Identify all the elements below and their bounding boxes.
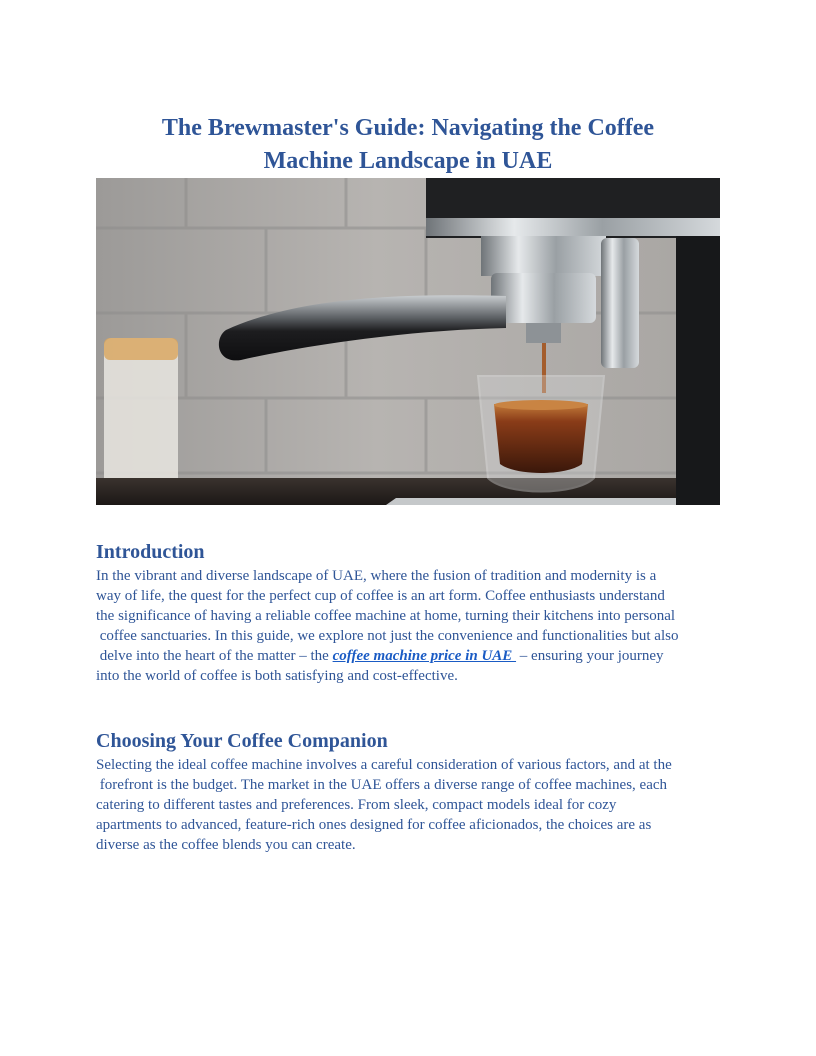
choosing-paragraph-line: apartments to advanced, feature-rich ones designed for coffee aficionados, the choices are as <box>96 817 652 833</box>
page-title-line-2: Machine Landscape in UAE <box>263 148 553 174</box>
introduction-paragraph-line: coffee sanctuaries. In this guide, we explore not just the convenience and functionalities but also <box>96 628 679 644</box>
page-title <box>96 112 720 178</box>
choosing-paragraph-line: catering to different tastes and preferences. From sleek, compact models ideal for cozy <box>96 797 617 813</box>
introduction-text-before-link: delve into the heart of the matter – the <box>96 648 333 664</box>
introduction-paragraph-line: the significance of having a reliable coffee machine at home, turning their kitchens into personal <box>96 608 676 624</box>
page-title-line-1: The Brewmaster's Guide: Navigating the Coffee <box>161 115 655 141</box>
choosing-paragraph-line: forefront is the budget. The market in the UAE offers a diverse range of coffee machines, each <box>96 777 668 793</box>
hero-image <box>96 178 720 505</box>
introduction-paragraph-line <box>96 646 664 666</box>
introduction-paragraph-line: In the vibrant and diverse landscape of UAE, where the fusion of tradition and modernity is a <box>96 568 657 584</box>
introduction-text-after-link: – ensuring your journey <box>516 648 664 664</box>
choosing-heading: Choosing Your Coffee Companion <box>96 730 388 752</box>
introduction-heading: Introduction <box>96 541 205 563</box>
choosing-paragraph-line: Selecting the ideal coffee machine involves a careful consideration of various factors, and at the <box>96 757 672 773</box>
introduction-paragraph-line: way of life, the quest for the perfect cup of coffee is an art form. Coffee enthusiasts understand <box>96 588 665 604</box>
coffee-machine-price-link[interactable]: coffee machine price in UAE <box>332 648 517 664</box>
choosing-paragraph-line: diverse as the coffee blends you can create. <box>96 837 356 853</box>
introduction-paragraph-line: into the world of coffee is both satisfying and cost-effective. <box>96 668 458 684</box>
